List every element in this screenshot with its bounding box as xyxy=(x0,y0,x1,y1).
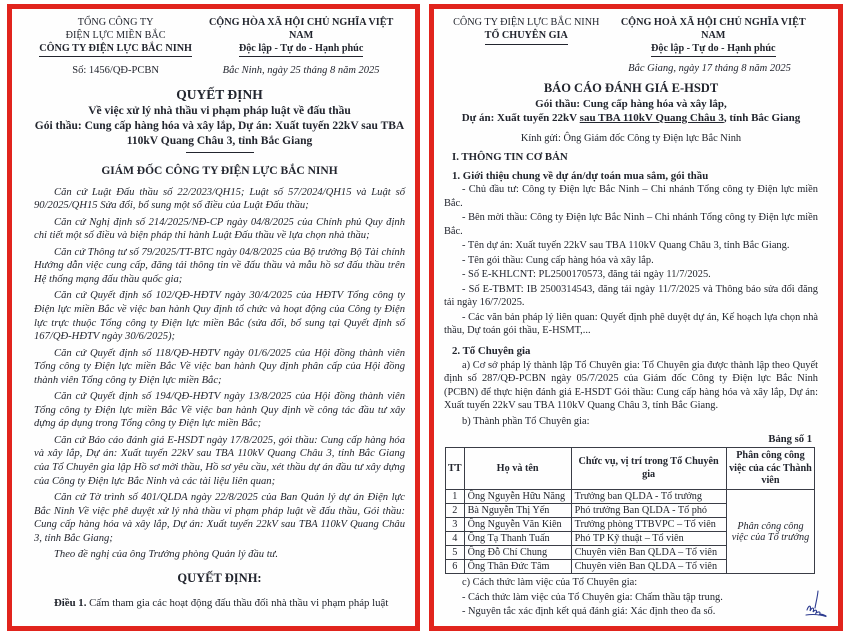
doc-date: Bắc Ninh, ngày 25 tháng 8 năm 2025 xyxy=(222,65,380,77)
cell-role: Phó TP Kỹ thuật – Tổ viên xyxy=(571,532,726,546)
cell-tt: 2 xyxy=(446,504,465,518)
cell-name: Bà Nguyễn Thị Yến xyxy=(464,504,571,518)
table-row xyxy=(446,490,815,504)
recital-paragraph: Căn cứ Nghị định số 214/2025/NĐ-CP ngày 04/8/2025 của Chính phủ Quy định chi tiết một số điều và biện pháp thi hành Luật Đấu thầu về lựa chọn nhà thầu; xyxy=(34,216,405,242)
expert-team-members-paragraph: b) Thành phần Tổ Chuyên gia: xyxy=(462,415,590,427)
report-subtitle-project xyxy=(444,111,818,125)
report-org-block xyxy=(444,17,609,57)
header-assign: Phân công công việc của các Thành viên xyxy=(726,448,815,490)
working-method-line: - Nguyên tắc xác định kết quả đánh giá: Xác định theo đa số. xyxy=(462,606,716,618)
title-divider xyxy=(186,152,254,153)
cell-name: Ông Nguyễn Hữu Năng xyxy=(464,490,571,504)
recital-paragraph: Căn cứ Luật Đấu thầu số 22/2023/QH15; Luật số 57/2024/QH15 và Luật số 90/2025/QH15 Sửa đổi, bổ sung một số điều của Luật Đấu thầu; xyxy=(34,186,405,212)
cell-tt: 6 xyxy=(446,560,465,574)
project-info-list xyxy=(444,183,818,338)
cell-role: Trưởng ban QLDA - Tổ trưởng xyxy=(571,490,726,504)
table-header-row xyxy=(446,448,815,490)
info-line: - Tên dự án: Xuất tuyến 22kV sau TBA 110kV Quang Châu 3, tỉnh Bắc Giang. xyxy=(462,240,790,252)
recital-paragraph: Căn cứ Quyết định số 118/QĐ-HĐTV ngày 01/6/2025 của Hội đồng thành viên Tổng công ty Điện lực miền Bắc Về việc ban hành Quy định phân cấp của Hội đồng thành viên Tổng công ty Điện lực miền Bắc; xyxy=(34,347,405,386)
cell-tt: 3 xyxy=(446,518,465,532)
decision-meta-row xyxy=(34,65,405,76)
info-line: - Bên mời thầu: Công ty Điện lực Bắc Ninh – Chi nhánh Tổng công ty Điện lực miền Bắc. xyxy=(444,212,818,237)
subtitle-project-underlined: sau TBA 110kV Quang Châu 3 xyxy=(579,111,724,124)
article-1-label: Điều 1. xyxy=(54,596,87,609)
salutation: Kính gửi: Ông Giám đốc Công ty Điện lực Bắc Ninh xyxy=(520,133,742,145)
issuer-heading: GIÁM ĐỐC CÔNG TY ĐIỆN LỰC BẮC NINH xyxy=(101,164,338,177)
info-line: - Các văn bản pháp lý liên quan: Quyết định phê duyệt dự án, Kế hoạch lựa chọn nhà thầu, Dự toán gói thầu, E-HSMT,... xyxy=(444,311,818,337)
cell-role: Trưởng phòng TTBVPC – Tổ viên xyxy=(571,518,726,532)
doc-number: Số: 1456/QĐ-PCBN xyxy=(72,65,159,77)
cell-name: Ông Tạ Thanh Tuấn xyxy=(464,532,571,546)
decision-document-page xyxy=(7,4,420,631)
info-line: - Chủ đầu tư: Công ty Điện lực Bắc Ninh – Chi nhánh Tổng công ty Điện lực miền Bắc. xyxy=(444,184,818,209)
report-org-line2: TỔ CHUYÊN GIA xyxy=(444,30,609,45)
info-line: - Số E-TBMT: IB 2500314543, đăng tải ngày 11/7/2025 và Thông báo sửa đổi đăng tải ngày 16/7/2025. xyxy=(444,283,818,309)
org-name: CÔNG TY ĐIỆN LỰC BẮC NINH xyxy=(34,43,197,58)
national-motto-line2: Độc lập - Tự do - Hạnh phúc xyxy=(197,43,405,58)
report-title: BÁO CÁO ĐÁNH GIÁ E-HSDT xyxy=(543,81,719,96)
article-1 xyxy=(34,596,405,610)
section-2-heading: 2. Tổ Chuyên gia xyxy=(452,344,531,357)
decision-title-block xyxy=(34,86,405,152)
cell-role: Phó trưởng Ban QLDA - Tổ phó xyxy=(571,504,726,518)
signature-mark-icon xyxy=(796,589,828,624)
decision-subtitle-2: Gói thầu: Cung cấp hàng hóa và xây lắp, Dự án: Xuất tuyến 22kV sau TBA 110kV Quang Châu 3, tỉnh Bắc Giang xyxy=(34,119,405,147)
subtitle-project-pre: Dự án: Xuất tuyến 22kV xyxy=(461,111,580,124)
recital-paragraph: Theo đề nghị của ông Trưởng phòng Quản lý đầu tư. xyxy=(54,549,279,561)
decision-operative-heading: QUYẾT ĐỊNH: xyxy=(177,570,262,585)
header-name: Họ và tên xyxy=(464,448,571,490)
cell-role: Chuyên viên Ban QLDA – Tổ viên xyxy=(571,546,726,560)
cell-name: Ông Đỗ Chí Chung xyxy=(464,546,571,560)
national-header-block xyxy=(197,17,405,57)
cell-assignment-merged: Phân công công việc của Tổ trưởng xyxy=(726,490,815,574)
decision-subtitle-1: Về việc xử lý nhà thầu vi phạm pháp luật về đấu thầu xyxy=(88,104,351,117)
recital-paragraph: Căn cứ Quyết định số 102/QĐ-HĐTV ngày 30/4/2025 của HĐTV Tổng công ty Điện lực miền Bắc về việc ban hành Quy định tổ chức và hoạt động của Công ty Điện lực trực thuộc Tổng công ty Điện lực miền Bắc (sửa đổi, bổ sung tại Quyết định số 167/QĐ-HĐTV ngày 30/6/2025); xyxy=(34,290,405,343)
decision-header xyxy=(34,17,405,57)
section-1-heading: I. THÔNG TIN CƠ BẢN xyxy=(452,151,568,164)
recitals-section xyxy=(34,186,405,562)
recital-paragraph: Căn cứ Báo cáo đánh giá E-HSDT ngày 17/8/2025, gói thầu: Cung cấp hàng hóa và xây lắp, Dự án: Xuất tuyến 22kV sau TBA 110kV Quang Châu 3, tỉnh Bắc Giang của Tổ Chuyên gia lập Hồ sơ mời thầu, Hồ sơ yêu cầu, xét thầu dự án đầu tư xây dựng của Công ty Điện lực Bắc Ninh và các tài liệu liên quan; xyxy=(34,434,405,487)
report-header xyxy=(444,17,818,57)
article-1-text: Cấm tham gia các hoạt động đấu thầu đối nhà thầu vi phạm pháp luật xyxy=(86,596,389,609)
table-caption: Bảng số 1 xyxy=(768,434,812,446)
report-org-line1: CÔNG TY ĐIỆN LỰC BẮC NINH xyxy=(453,17,600,28)
subtitle-project-post: , tỉnh Bắc Giang xyxy=(723,111,801,124)
info-line: - Số E-KHLCNT: PL2500170573, đăng tải ngày 11/7/2025. xyxy=(462,269,711,281)
header-tt: TT xyxy=(446,448,465,490)
working-method-line: - Cách thức làm việc của Tổ Chuyên gia: Chấm thầu tập trung. xyxy=(462,591,723,603)
cell-tt: 1 xyxy=(446,490,465,504)
report-title-block xyxy=(444,80,818,125)
report-national-block xyxy=(609,17,818,57)
national-motto-line1: CỘNG HÒA XÃ HỘI CHỦ NGHĨA VIỆT NAM xyxy=(208,17,394,41)
recital-paragraph: Căn cứ Quyết định số 194/QĐ-HĐTV ngày 13/8/2025 của Hội đồng thành viên Tổng công ty Điện lực miền Bắc Về việc ban hành Quy định về công tác đầu tư xây dựng áp dụng trong Tổng công ty Điện lực miền Bắc; xyxy=(34,391,405,430)
cell-role: Chuyên viên Ban QLDA – Tổ viên xyxy=(571,560,726,574)
issuing-org-block xyxy=(34,17,197,57)
working-method-heading: c) Cách thức làm việc của Tổ Chuyên gia: xyxy=(462,577,638,589)
recital-paragraph: Căn cứ Tờ trình số 401/QLDA ngày 22/8/2025 của Ban Quản lý dự án Điện lực Bắc Ninh Về việc phê duyệt xử lý nhà thầu vi phạm pháp luật về đấu thầu, Gói thầu: Cung cấp hàng hóa và xây lắp, Dự án: Xuất tuyến 22kV sau TBA 110kV Quang Châu 3, tỉnh Bắc Giang; xyxy=(34,492,405,544)
header-role: Chức vụ, vị trí trong Tổ Chuyên gia xyxy=(571,448,726,490)
cell-tt: 5 xyxy=(446,546,465,560)
report-motto-line2: Độc lập - Tự do - Hạnh phúc xyxy=(609,43,818,58)
cell-name: Ông Nguyễn Văn Kiên xyxy=(464,518,571,532)
expert-team-basis-paragraph: a) Cơ sở pháp lý thành lập Tổ Chuyên gia: Tổ Chuyên gia được thành lập theo Quyết định số 287/QĐ-PCBN ngày 05/7/2025 của Giám đốc Công ty Điện lực Bắc Ninh (PCBN) để thực hiện đánh giá E-HSDT Gói thầu: Cung cấp hàng hóa và xây lắp, Dự án: Xuất tuyến 22kV sau TBA 110kV Quang Châu 3, tỉnh Bắc Giang. xyxy=(444,359,818,412)
cell-tt: 4 xyxy=(446,532,465,546)
report-motto-line1: CỘNG HOÀ XÃ HỘI CHỦ NGHĨA VIỆT NAM xyxy=(620,17,806,41)
report-date: Bắc Giang, ngày 17 tháng 8 năm 2025 xyxy=(628,63,791,75)
org-parent-line1: TỔNG CÔNG TY xyxy=(77,17,154,28)
decision-title: QUYẾT ĐỊNH xyxy=(176,87,263,103)
recital-paragraph: Căn cứ Thông tư số 79/2025/TT-BTC ngày 04/8/2025 của Bộ trưởng Bộ Tài chính Hướng dẫn việc cung cấp, đăng tải thông tin về đấu thầu và mẫu hồ sơ đấu thầu trên Hệ thống mạng đấu thầu quốc gia; xyxy=(34,246,405,285)
section-1-subheading: 1. Giới thiệu chung về dự án/dự toán mua sắm, gói thầu xyxy=(452,170,709,183)
org-parent-line2: ĐIỆN LỰC MIỀN BẮC xyxy=(65,29,166,41)
cell-name: Ông Thân Đức Tâm xyxy=(464,560,571,574)
expert-team-table xyxy=(445,447,815,574)
report-subtitle-package: Gói thầu: Cung cấp hàng hóa và xây lắp, xyxy=(535,97,727,110)
info-line: - Tên gói thầu: Cung cấp hàng hóa và xây lắp. xyxy=(462,254,654,266)
evaluation-report-page xyxy=(429,4,843,631)
